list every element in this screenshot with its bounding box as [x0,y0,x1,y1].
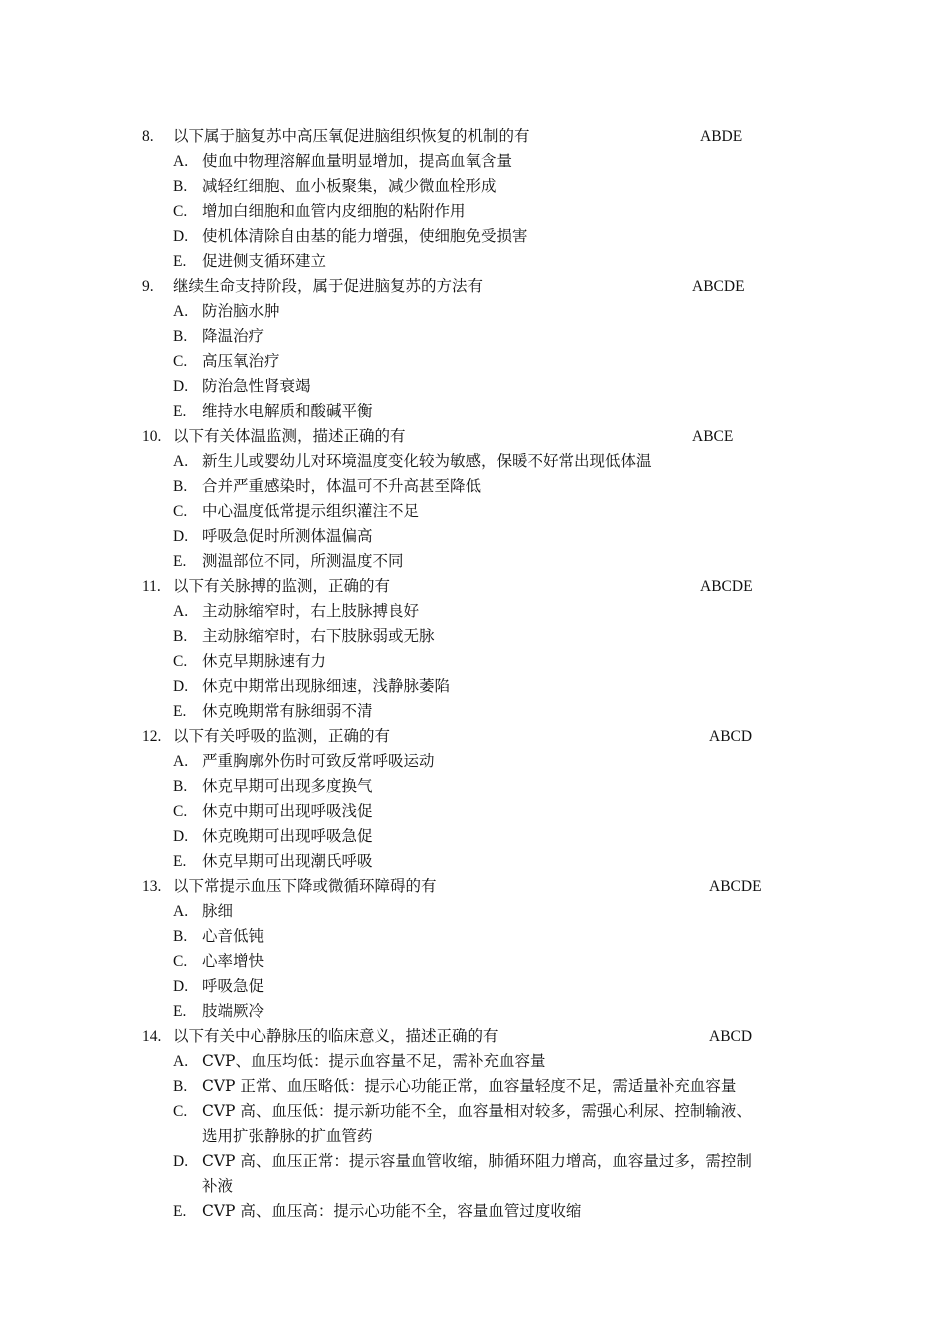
option-row [0,1074,950,1099]
option-letter: D. [173,1153,189,1170]
option-letter: D. [173,678,189,695]
option-row [0,849,950,874]
option-letter: E. [173,253,187,270]
option-row [0,549,950,574]
option-letter: A. [173,453,189,470]
option-letter: A. [173,603,189,620]
option-letter: D. [173,378,189,395]
option-letter: C. [173,803,188,820]
question-row [0,574,950,599]
option-text: 严重胸廓外伤时可致反常呼吸运动 [202,752,435,770]
option-letter: D. [173,228,189,245]
option-letter: B. [173,928,188,945]
option-row [0,649,950,674]
option-row [0,474,950,499]
option-row [0,624,950,649]
option-row [0,249,950,274]
option-letter: D. [173,978,189,995]
option-text: 休克早期可出现潮氏呼吸 [202,852,373,870]
option-text: 防治脑水肿 [202,302,280,320]
option-letter: B. [173,1078,188,1095]
option-row [0,199,950,224]
option-text: 肢端厥冷 [202,1002,265,1020]
option-letter: A. [173,153,189,170]
question-number: 10. [142,428,162,445]
question-number: 9. [142,278,154,295]
option-text: 呼吸急促 [202,977,265,995]
option-letter: E. [173,703,187,720]
option-text: 新生儿或婴幼儿对环境温度变化较为敏感，保暖不好常出现低体温 [202,452,652,470]
question-number: 14. [142,1028,162,1045]
question-row [0,124,950,149]
option-row [0,374,950,399]
question-row [0,1024,950,1049]
option-text: 心率增快 [202,952,265,970]
option-text: CVP 正常、血压略低：提示心功能正常，血容量轻度不足，需适量补充血容量 [202,1077,737,1095]
option-text: 测温部位不同，所测温度不同 [202,552,404,570]
option-letter: C. [173,653,188,670]
question-row [0,424,950,449]
question-text: 以下有关呼吸的监测，正确的有 [173,727,391,745]
option-row [0,324,950,349]
option-row [0,524,950,549]
question-answer: ABCDE [700,578,753,595]
option-letter: E. [173,1003,187,1020]
option-row [0,1149,950,1174]
option-text: CVP 高、血压高：提示心功能不全，容量血管过度收缩 [202,1202,582,1220]
option-letter: A. [173,303,189,320]
option-row [0,1199,950,1224]
option-row [0,449,950,474]
option-text: 呼吸急促时所测体温偏高 [202,527,373,545]
question-text: 以下有关脉搏的监测，正确的有 [173,577,391,595]
option-letter: B. [173,778,188,795]
option-row [0,1099,950,1124]
option-text: 心音低钝 [202,927,265,945]
question-row [0,274,950,299]
option-text: 补液 [202,1177,234,1195]
option-letter: C. [173,353,188,370]
question-row [0,874,950,899]
option-letter: A. [173,1053,189,1070]
option-row [0,924,950,949]
option-row [0,499,950,524]
option-letter: B. [173,478,188,495]
option-continuation-row [0,1174,950,1199]
option-row [0,1049,950,1074]
option-text: CVP、血压均低：提示血容量不足，需补充血容量 [202,1052,546,1070]
question-answer: ABCD [709,728,753,745]
question-answer: ABCDE [692,278,745,295]
option-text: 脉细 [202,902,234,920]
option-letter: C. [173,503,188,520]
option-letter: B. [173,628,188,645]
option-text: 使机体清除自由基的能力增强，使细胞免受损害 [202,227,528,245]
question-text: 继续生命支持阶段，属于促进脑复苏的方法有 [173,277,484,295]
option-row [0,774,950,799]
option-letter: C. [173,953,188,970]
option-text: 休克早期脉速有力 [202,652,327,670]
option-row [0,174,950,199]
option-text: 休克中期可出现呼吸浅促 [202,802,373,820]
option-row [0,824,950,849]
question-document [0,124,950,1224]
option-row [0,299,950,324]
option-letter: C. [173,1103,188,1120]
option-text: 高压氧治疗 [202,352,280,370]
option-continuation-row [0,1124,950,1149]
option-text: 主动脉缩窄时，右下肢脉弱或无脉 [202,627,435,645]
question-number: 13. [142,878,162,895]
option-row [0,599,950,624]
question-text: 以下有关体温监测，描述正确的有 [173,427,406,445]
option-text: 合并严重感染时，体温可不升高甚至降低 [202,477,482,495]
question-number: 12. [142,728,162,745]
option-row [0,974,950,999]
option-text: CVP 高、血压低：提示新功能不全，血容量相对较多，需强心利尿、控制输液、 [202,1102,752,1120]
question-text: 以下有关中心静脉压的临床意义，描述正确的有 [173,1027,499,1045]
question-answer: ABCD [709,1028,753,1045]
question-answer: ABCDE [709,878,762,895]
option-row [0,749,950,774]
option-letter: E. [173,403,187,420]
option-row [0,149,950,174]
option-letter: E. [173,1203,187,1220]
option-letter: B. [173,178,188,195]
option-letter: D. [173,528,189,545]
option-letter: B. [173,328,188,345]
option-row [0,799,950,824]
option-text: 中心温度低常提示组织灌注不足 [202,502,420,520]
option-text: 使血中物理溶解血量明显增加，提高血氧含量 [202,152,513,170]
question-text: 以下常提示血压下降或微循环障碍的有 [173,877,437,895]
option-text: 休克中期常出现脉细速，浅静脉萎陷 [202,677,451,695]
option-row [0,349,950,374]
option-text: 降温治疗 [202,327,265,345]
question-text: 以下属于脑复苏中高压氧促进脑组织恢复的机制的有 [173,127,530,145]
option-row [0,699,950,724]
option-text: 休克晚期常有脉细弱不清 [202,702,373,720]
option-letter: E. [173,853,187,870]
option-text: 增加白细胞和血管内皮细胞的粘附作用 [202,202,466,220]
question-number: 11. [142,578,161,595]
question-row [0,724,950,749]
question-number: 8. [142,128,154,145]
option-row [0,674,950,699]
option-row [0,399,950,424]
option-text: 防治急性肾衰竭 [202,377,311,395]
option-row [0,899,950,924]
option-text: CVP 高、血压正常：提示容量血管收缩，肺循环阻力增高，血容量过多，需控制 [202,1152,752,1170]
option-letter: D. [173,828,189,845]
question-answer: ABCE [692,428,734,445]
option-text: 休克晚期可出现呼吸急促 [202,827,373,845]
option-letter: A. [173,753,189,770]
option-row [0,224,950,249]
option-letter: A. [173,903,189,920]
option-text: 促进侧支循环建立 [202,252,327,270]
option-letter: E. [173,553,187,570]
option-text: 主动脉缩窄时，右上肢脉搏良好 [202,602,420,620]
option-text: 选用扩张静脉的扩血管药 [202,1127,373,1145]
option-row [0,999,950,1024]
option-row [0,949,950,974]
option-text: 减轻红细胞、血小板聚集，减少微血栓形成 [202,177,497,195]
option-text: 维持水电解质和酸碱平衡 [202,402,373,420]
option-letter: C. [173,203,188,220]
option-text: 休克早期可出现多度换气 [202,777,373,795]
question-answer: ABDE [700,128,743,145]
